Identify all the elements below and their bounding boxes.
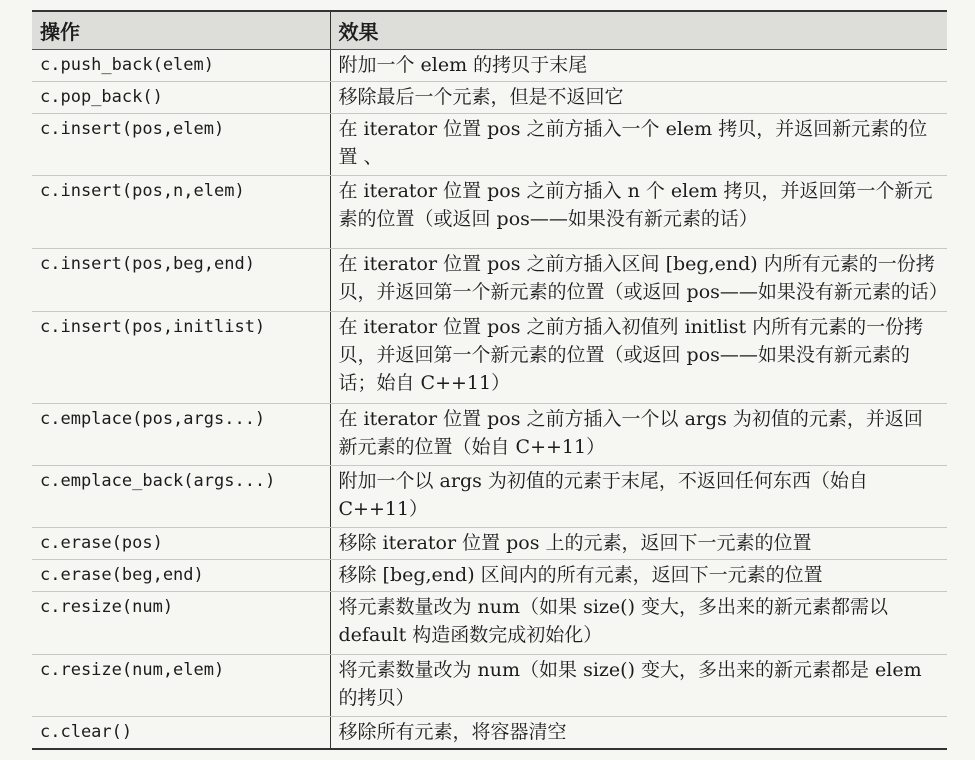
effect-cell: 在 iterator 位置 pos 之前方插入 n 个 elem 拷贝，并返回第一个新元素的位置（或返回 pos——如果没有新元素的话） [330,176,947,249]
effect-cell: 在 iterator 位置 pos 之前方插入一个以 args 为初值的元素，并返回新元素的位置（始自 C++11） [330,403,947,465]
header-effect: 效果 [330,11,947,50]
effect-cell: 移除所有元素，将容器清空 [338,720,567,743]
op-cell: c.erase(beg,end) [32,560,330,592]
op-cell: c.clear() [32,716,330,749]
op-cell: c.erase(pos) [32,528,330,560]
table-row [32,403,947,465]
effect-cell: 在 iterator 位置 pos 之前方插入区间 [beg,end) 内所有元素的一份拷贝，并返回第一个新元素的位置（或返回 pos——如果没有新元素的话） [330,249,947,311]
table-row [32,654,947,716]
effect-cell: 移除 iterator 位置 pos 上的元素，返回下一元素的位置 [330,528,947,560]
table-header-row [32,11,947,50]
effect-cell: 在 iterator 位置 pos 之前方插入初值列 initlist 内所有元素的一份拷贝，并返回第一个新元素的位置（或返回 pos——如果没有新元素的话；始自 C++11） [330,311,947,403]
op-cell: c.resize(num,elem) [32,654,330,716]
table-row [32,465,947,527]
op-cell: c.emplace_back(args...) [32,465,330,527]
effect-cell: 附加一个以 args 为初值的元素于末尾，不返回任何东西（始自 C++11） [330,465,947,527]
vector-operations-table [32,10,947,750]
table-row [32,176,947,249]
table-row [32,114,947,176]
header-op: 操作 [32,11,330,50]
table-row [32,560,947,592]
op-cell: c.resize(num) [32,592,330,654]
operations-table-container [32,10,947,750]
op-cell: c.emplace(pos,args...) [32,403,330,465]
op-cell: c.push_back(elem) [32,50,330,82]
effect-cell: 在 iterator 位置 pos 之前方插入一个 elem 拷贝，并返回新元素的位置 、 [330,114,947,176]
table-row [32,50,947,82]
table-row [32,311,947,403]
op-cell: c.pop_back() [32,82,330,114]
table-row [32,528,947,560]
op-cell: c.insert(pos,elem) [32,114,330,176]
op-cell: c.insert(pos,beg,end) [32,249,330,311]
table-row [32,716,947,749]
op-cell: c.insert(pos,n,elem) [32,176,330,249]
table-row [32,592,947,654]
table-row [32,249,947,311]
effect-cell: 将元素数量改为 num（如果 size() 变大，多出来的新元素都需以 default 构造函数完成初始化） [330,592,947,654]
op-cell: c.insert(pos,initlist) [32,311,330,403]
effect-cell: 将元素数量改为 num（如果 size() 变大，多出来的新元素都是 elem 的拷贝） [330,654,947,716]
effect-cell: 附加一个 elem 的拷贝于末尾 [330,50,947,82]
effect-cell: 移除 [beg,end) 区间内的所有元素，返回下一元素的位置 [330,560,947,592]
effect-cell: 移除最后一个元素，但是不返回它 [330,82,947,114]
table-row [32,82,947,114]
